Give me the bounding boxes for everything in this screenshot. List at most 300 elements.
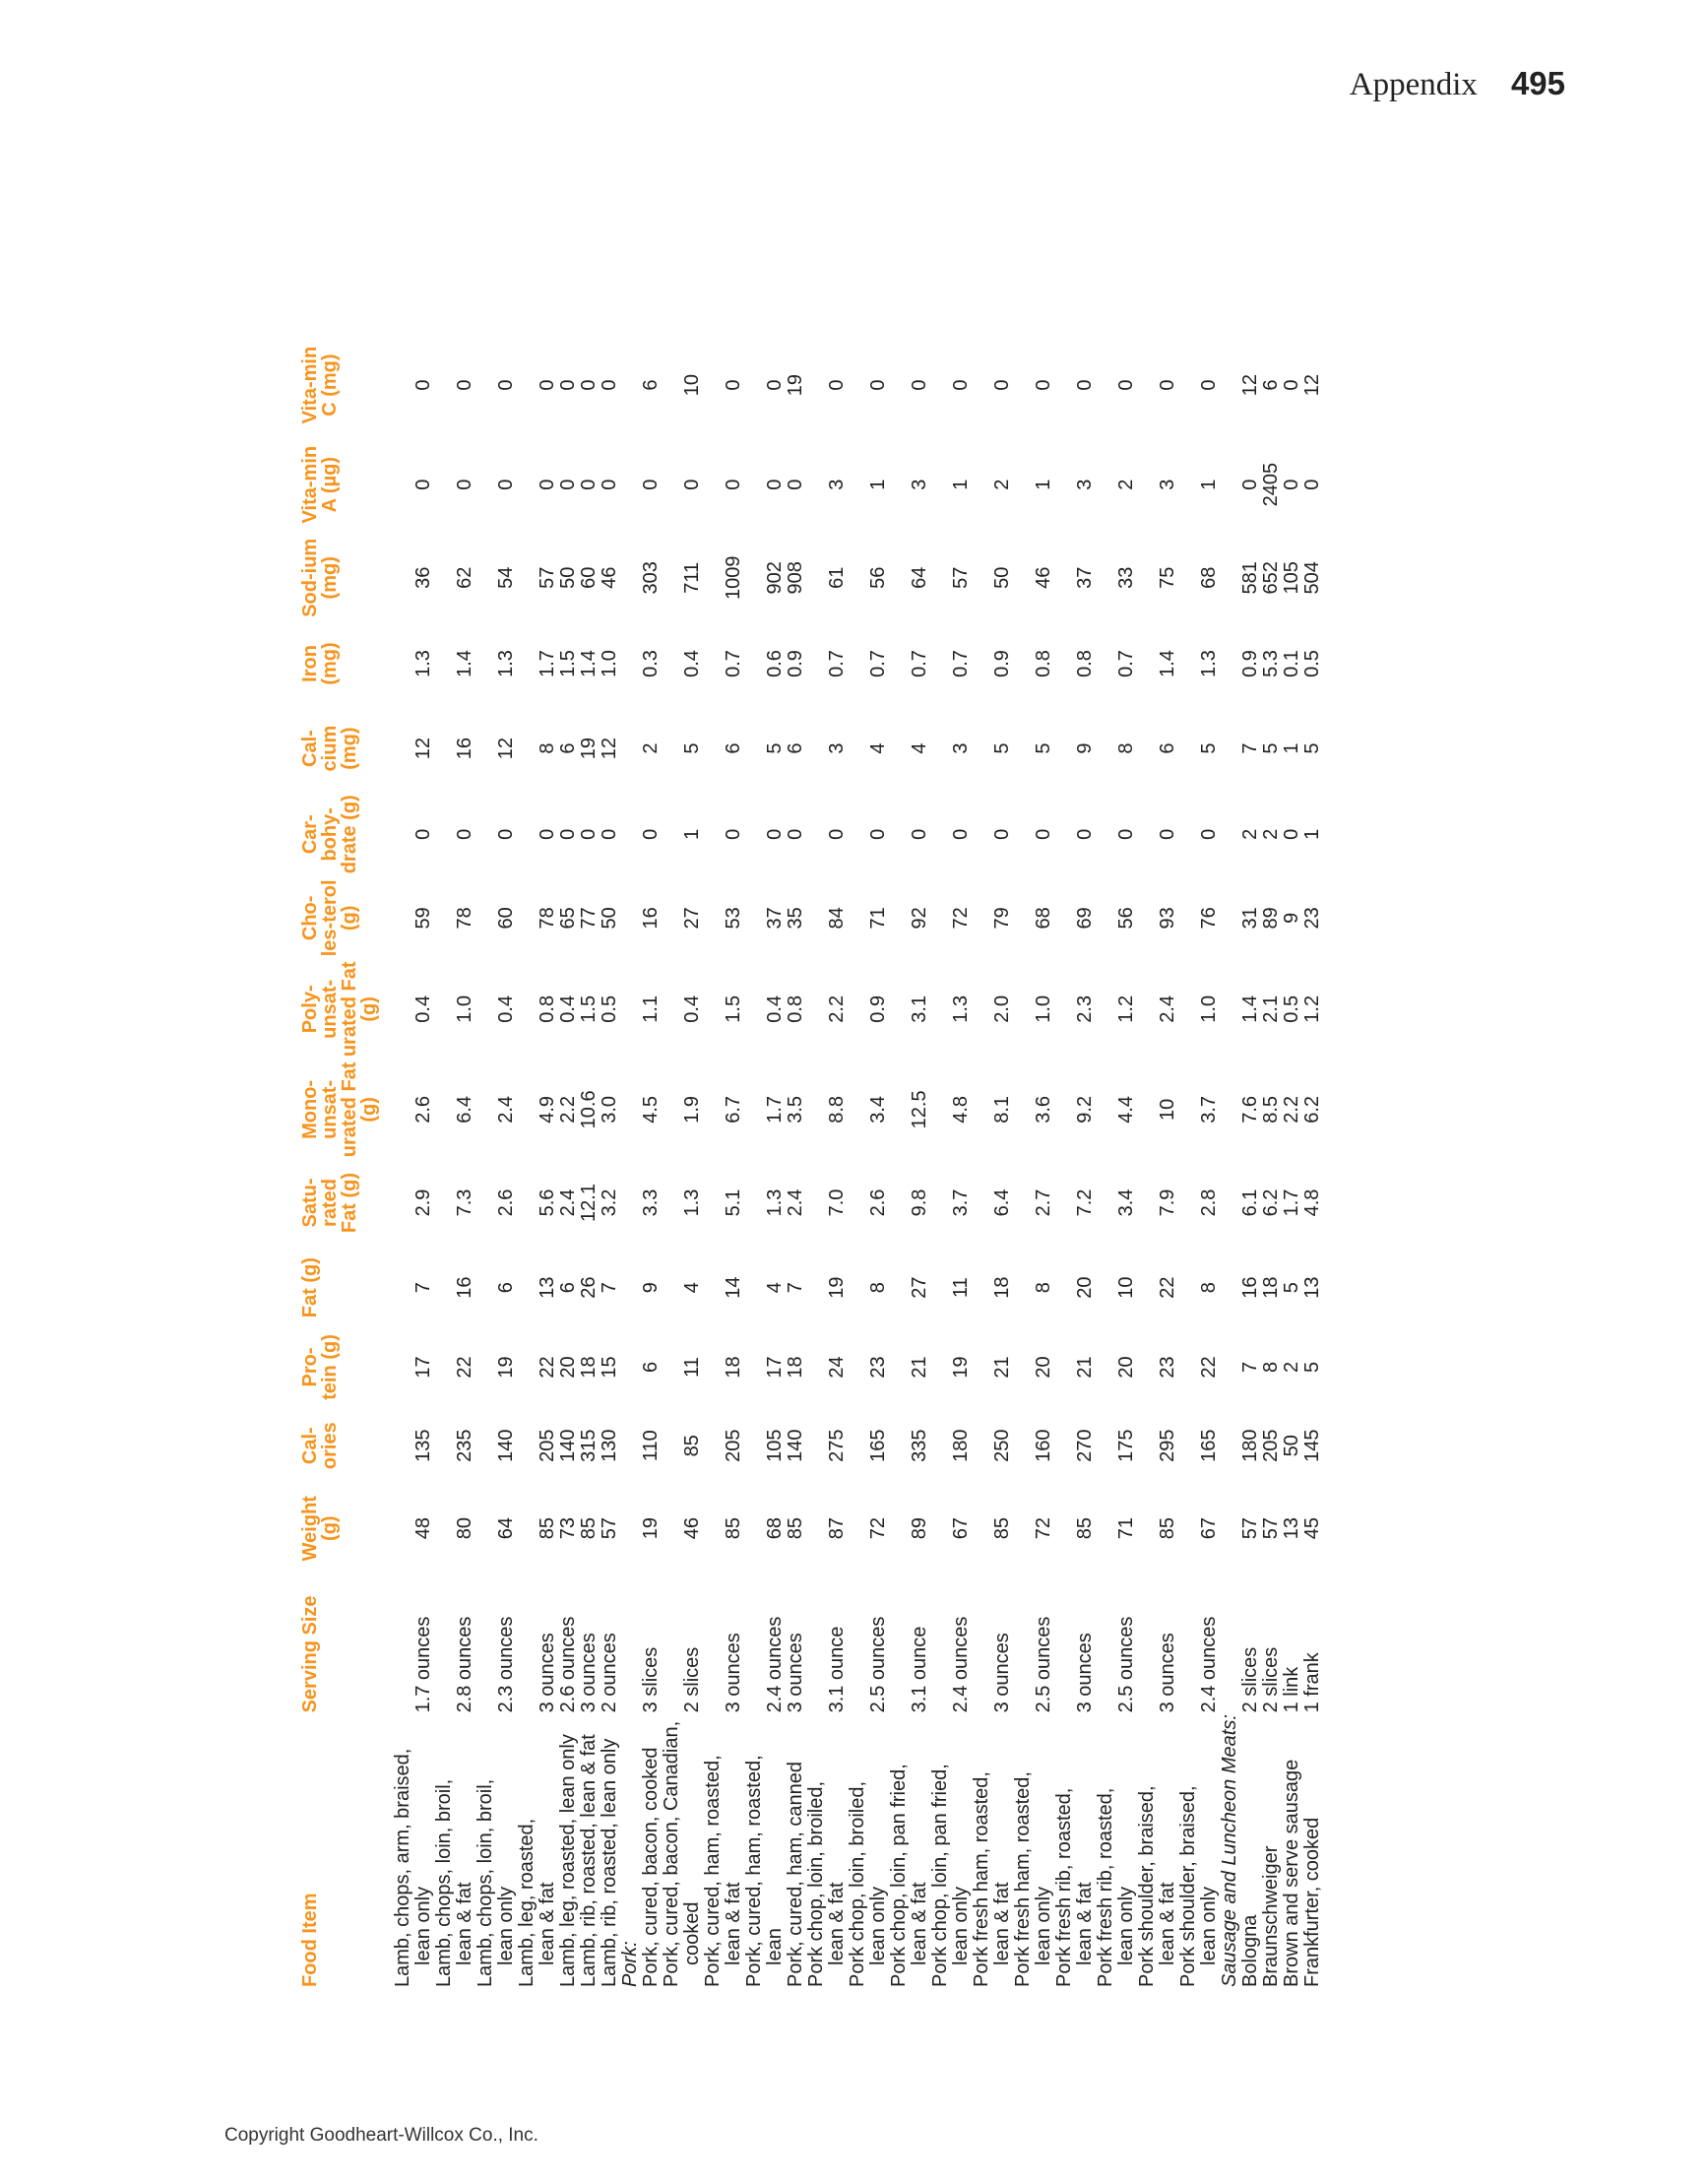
value-cell: 79 <box>991 907 1013 930</box>
value-cell: 205 <box>537 1429 558 1462</box>
value-cell: 0 <box>412 479 434 490</box>
value-cell: 0.4 <box>412 995 434 1023</box>
value-cell: 9.2 <box>1074 1095 1096 1124</box>
food-item-line: Pork chop, loin, pan fried, <box>929 1764 951 1987</box>
food-item-cell <box>517 1714 558 1989</box>
value-cell: 6 <box>1260 379 1282 391</box>
value-cell: 0.4 <box>495 995 517 1023</box>
value-cell: 67 <box>950 1517 972 1540</box>
value-cell: 50 <box>599 907 620 930</box>
value-cell: 5 <box>991 742 1013 754</box>
value-cell: 37 <box>764 907 786 930</box>
value-cell: 0.4 <box>557 995 579 1023</box>
value-cell: 6.4 <box>991 1188 1013 1217</box>
value-cell: 110 <box>640 1430 662 1462</box>
value-cell: 8 <box>1033 1282 1054 1294</box>
food-item-cell <box>579 1714 600 1989</box>
value-cell: 0.7 <box>826 650 848 677</box>
value-cell: 0.9 <box>1239 650 1261 677</box>
value-cell: 1009 <box>723 555 744 601</box>
value-cell: 165 <box>1198 1429 1220 1462</box>
column-header: Satu-rated Fat (g) <box>299 1172 360 1234</box>
value-cell: 59 <box>412 907 434 930</box>
value-cell: 3.7 <box>950 1188 972 1217</box>
value-cell: 180 <box>1239 1429 1261 1462</box>
value-cell: 85 <box>537 1517 558 1540</box>
value-cell: 16 <box>454 1276 475 1299</box>
serving-size-cell: 3.1 ounce <box>909 1626 930 1713</box>
value-cell: 9 <box>1281 912 1302 924</box>
column-header: Serving Size <box>299 1595 321 1713</box>
value-cell: 60 <box>578 566 600 589</box>
value-cell: 295 <box>1157 1429 1178 1462</box>
value-cell: 0 <box>1281 828 1302 840</box>
food-item-line: lean only <box>867 1886 889 1965</box>
value-cell: 3.4 <box>867 1095 889 1124</box>
value-cell: 72 <box>1033 1517 1054 1540</box>
value-cell: 16 <box>1239 1276 1261 1299</box>
value-cell: 8 <box>537 742 558 754</box>
value-cell: 62 <box>454 566 475 589</box>
food-item-line: Pork chop, loin, pan fried, <box>888 1764 910 1987</box>
value-cell: 0 <box>991 379 1013 391</box>
value-cell: 1 <box>1301 828 1323 840</box>
value-cell: 2 <box>1239 828 1261 840</box>
value-cell: 3 <box>1074 479 1096 490</box>
value-cell: 0.5 <box>1301 650 1323 677</box>
food-item-line: cooked <box>681 1901 703 1965</box>
value-cell: 0 <box>537 828 558 840</box>
table-row <box>1137 335 1178 1989</box>
value-cell: 902 <box>764 561 786 595</box>
value-cell: 2.4 <box>785 1188 806 1217</box>
value-cell: 6 <box>557 1282 579 1294</box>
column-header: Food Item <box>299 1893 321 1987</box>
value-cell: 6.2 <box>1260 1188 1282 1217</box>
table-header-row <box>300 335 393 1989</box>
value-cell: 1.0 <box>1033 995 1054 1023</box>
value-cell: 205 <box>723 1429 744 1462</box>
value-cell: 1.7 <box>764 1095 786 1124</box>
value-cell: 16 <box>454 737 475 760</box>
value-cell: 0 <box>681 479 703 490</box>
food-item-cell <box>1178 1714 1220 1989</box>
food-item-line: lean only <box>1033 1886 1054 1965</box>
value-cell: 3.7 <box>1198 1095 1220 1124</box>
value-cell: 1.3 <box>412 650 434 677</box>
value-cell: 0.6 <box>764 650 786 677</box>
value-cell: 78 <box>537 907 558 930</box>
value-cell: 14 <box>723 1276 744 1299</box>
food-item-cell <box>558 1714 579 1989</box>
value-cell: 7 <box>1239 742 1261 754</box>
value-cell: 3.0 <box>599 1095 620 1124</box>
value-cell: 0 <box>723 479 744 490</box>
serving-size-cell: 3 ounces <box>991 1633 1013 1713</box>
value-cell: 13 <box>1301 1276 1323 1299</box>
value-cell: 130 <box>599 1429 620 1462</box>
value-cell: 57 <box>1239 1517 1261 1540</box>
value-cell: 270 <box>1074 1429 1096 1462</box>
value-cell: 1.7 <box>537 650 558 677</box>
value-cell: 18 <box>723 1356 744 1379</box>
value-cell: 85 <box>578 1517 600 1540</box>
value-cell: 56 <box>867 566 889 589</box>
value-cell: 12 <box>495 737 517 760</box>
value-cell: 0.9 <box>867 995 889 1023</box>
value-cell: 10 <box>1157 1098 1178 1122</box>
food-item-cell <box>1054 1714 1096 1989</box>
value-cell: 3 <box>826 742 848 754</box>
value-cell: 10 <box>1115 1276 1137 1299</box>
value-cell: 0 <box>764 828 786 840</box>
food-item-cell <box>703 1714 744 1989</box>
value-cell: 75 <box>1157 566 1178 589</box>
value-cell: 8 <box>1115 742 1137 754</box>
value-cell: 2 <box>1115 479 1137 490</box>
serving-size-cell: 2.5 ounces <box>867 1616 889 1713</box>
value-cell: 0 <box>950 379 972 391</box>
value-cell: 80 <box>454 1517 475 1540</box>
table-row <box>600 335 620 1989</box>
value-cell: 7 <box>1239 1361 1261 1374</box>
value-cell: 85 <box>681 1435 703 1457</box>
value-cell: 50 <box>991 566 1013 589</box>
value-cell: 22 <box>1157 1276 1178 1299</box>
value-cell: 0 <box>454 828 475 840</box>
value-cell: 0 <box>557 379 579 391</box>
value-cell: 0 <box>1074 379 1096 391</box>
column-header: Vita-min C (mg) <box>299 346 341 424</box>
value-cell: 33 <box>1115 566 1137 589</box>
value-cell: 68 <box>764 1517 786 1540</box>
value-cell: 1.5 <box>557 650 579 677</box>
value-cell: 64 <box>495 1517 517 1540</box>
value-cell: 652 <box>1260 561 1282 595</box>
value-cell: 22 <box>454 1356 475 1379</box>
food-item-cell <box>806 1714 848 1989</box>
value-cell: 24 <box>826 1356 848 1379</box>
food-item-line: Lamb, chops, loin, broil, <box>433 1778 455 1987</box>
value-cell: 6 <box>1157 742 1178 754</box>
value-cell: 65 <box>557 907 579 930</box>
value-cell: 0 <box>599 828 620 840</box>
value-cell: 10 <box>681 373 703 397</box>
value-cell: 15 <box>599 1356 620 1379</box>
value-cell: 160 <box>1033 1429 1054 1462</box>
value-cell: 140 <box>557 1429 579 1462</box>
value-cell: 72 <box>950 907 972 930</box>
value-cell: 3 <box>950 742 972 754</box>
value-cell: 64 <box>909 566 930 589</box>
serving-size-cell: 3 ounces <box>537 1633 558 1713</box>
food-item-cell <box>848 1714 889 1989</box>
serving-size-cell: 1 frank <box>1301 1652 1323 1713</box>
value-cell: 0 <box>578 379 600 391</box>
value-cell: 6.7 <box>723 1095 744 1124</box>
value-cell: 2405 <box>1260 462 1282 507</box>
value-cell: 0.5 <box>599 995 620 1023</box>
value-cell: 7 <box>785 1282 806 1294</box>
value-cell: 7.2 <box>1074 1188 1096 1217</box>
serving-size-cell: 1 link <box>1281 1666 1302 1713</box>
page-number: 495 <box>1510 65 1565 101</box>
category-label: Pork: <box>619 1941 641 1987</box>
value-cell: 2 <box>1281 1361 1302 1374</box>
food-item-cell <box>641 1714 662 1989</box>
food-item-line: Lamb, rib, roasted, lean & fat <box>578 1734 600 1987</box>
value-cell: 23 <box>867 1356 889 1379</box>
value-cell: 1.0 <box>599 650 620 677</box>
value-cell: 4.8 <box>1301 1188 1323 1217</box>
food-item-line: Pork chop, loin, broiled, <box>847 1780 868 1987</box>
food-item-cell <box>972 1714 1013 1989</box>
value-cell: 1.2 <box>1115 995 1137 1023</box>
value-cell: 60 <box>495 907 517 930</box>
value-cell: 0.1 <box>1281 650 1302 677</box>
column-header: Cal-ories <box>299 1422 341 1470</box>
food-item-line: Lamb, leg, roasted, lean only <box>557 1734 579 1987</box>
food-item-line: lean & fat <box>909 1882 930 1965</box>
value-cell: 2.4 <box>495 1095 517 1124</box>
value-cell: 7.3 <box>454 1188 475 1217</box>
serving-size-cell: 3 ounces <box>578 1633 600 1713</box>
value-cell: 0 <box>764 479 786 490</box>
value-cell: 11 <box>950 1277 972 1299</box>
serving-size-cell: 3 ounces <box>723 1633 744 1713</box>
value-cell: 0 <box>537 379 558 391</box>
value-cell: 76 <box>1198 907 1220 930</box>
value-cell: 12 <box>599 737 620 760</box>
food-item-line: lean & fat <box>1074 1882 1096 1965</box>
value-cell: 8 <box>867 1282 889 1294</box>
food-item-line: lean only <box>1198 1886 1220 1965</box>
value-cell: 53 <box>723 907 744 930</box>
value-cell: 140 <box>495 1429 517 1462</box>
value-cell: 140 <box>785 1429 806 1462</box>
table-row <box>786 335 806 1989</box>
value-cell: 72 <box>867 1517 889 1540</box>
value-cell: 0.7 <box>1115 650 1137 677</box>
value-cell: 0 <box>826 828 848 840</box>
value-cell: 0 <box>599 479 620 490</box>
value-cell: 3.1 <box>909 995 930 1023</box>
value-cell: 0 <box>1115 379 1137 391</box>
value-cell: 2.6 <box>867 1188 889 1217</box>
value-cell: 92 <box>909 907 930 930</box>
value-cell: 0 <box>867 828 889 840</box>
value-cell: 5 <box>681 742 703 754</box>
value-cell: 50 <box>557 566 579 589</box>
value-cell: 20 <box>1115 1356 1137 1379</box>
food-item-line: Pork, cured, ham, roasted, <box>702 1755 724 1987</box>
value-cell: 0.4 <box>764 995 786 1023</box>
value-cell: 2.4 <box>557 1188 579 1217</box>
value-cell: 6 <box>557 742 579 754</box>
value-cell: 36 <box>412 566 434 589</box>
serving-size-cell: 3 slices <box>640 1646 662 1713</box>
value-cell: 4 <box>764 1282 786 1294</box>
value-cell: 5.3 <box>1260 650 1282 677</box>
value-cell: 0.8 <box>785 995 806 1023</box>
value-cell: 6.2 <box>1301 1095 1323 1124</box>
value-cell: 35 <box>785 907 806 930</box>
value-cell: 85 <box>1074 1517 1096 1540</box>
value-cell: 71 <box>867 907 889 930</box>
value-cell: 250 <box>991 1429 1013 1462</box>
value-cell: 85 <box>1157 1517 1178 1540</box>
value-cell: 0 <box>557 828 579 840</box>
value-cell: 0 <box>578 479 600 490</box>
table-row <box>806 335 848 1989</box>
value-cell: 57 <box>1260 1517 1282 1540</box>
value-cell: 1.3 <box>950 995 972 1023</box>
value-cell: 71 <box>1115 1517 1137 1540</box>
value-cell: 315 <box>578 1429 600 1462</box>
table-row <box>703 335 744 1989</box>
value-cell: 37 <box>1074 566 1096 589</box>
food-item-cell <box>434 1714 475 1989</box>
value-cell: 5 <box>1033 742 1054 754</box>
value-cell: 1.9 <box>681 1095 703 1124</box>
value-cell: 0.3 <box>640 650 662 677</box>
serving-size-cell: 2.3 ounces <box>495 1616 517 1713</box>
value-cell: 5 <box>1301 742 1323 754</box>
value-cell: 10.6 <box>578 1090 600 1129</box>
value-cell: 4.8 <box>950 1095 972 1124</box>
serving-size-cell: 2.6 ounces <box>557 1616 579 1713</box>
table-row <box>475 335 517 1989</box>
food-item-cell <box>1137 1714 1178 1989</box>
value-cell: 67 <box>1198 1517 1220 1540</box>
value-cell: 1.1 <box>640 995 662 1023</box>
value-cell: 11 <box>681 1357 703 1378</box>
value-cell: 1 <box>950 479 972 490</box>
value-cell: 0 <box>1281 379 1302 391</box>
value-cell: 3.2 <box>599 1188 620 1217</box>
value-cell: 711 <box>681 561 703 594</box>
food-item-line: Lamb, chops, arm, braised, <box>392 1748 413 1987</box>
serving-size-cell: 3 ounces <box>1157 1633 1178 1713</box>
value-cell: 12 <box>412 737 434 760</box>
value-cell: 84 <box>826 907 848 930</box>
value-cell: 4.9 <box>537 1095 558 1124</box>
food-item-line: Pork, cured, bacon, Canadian, <box>661 1720 682 1987</box>
column-header: Poly-unsat-urated Fat (g) <box>299 961 380 1058</box>
table-row <box>1261 335 1282 1989</box>
value-cell: 85 <box>991 1517 1013 1540</box>
value-cell: 68 <box>1033 907 1054 930</box>
food-item-cell <box>786 1714 806 1989</box>
value-cell: 1 <box>1033 479 1054 490</box>
value-cell: 5 <box>1260 742 1282 754</box>
value-cell: 17 <box>764 1356 786 1379</box>
value-cell: 48 <box>412 1517 434 1540</box>
value-cell: 2.8 <box>1198 1188 1220 1217</box>
food-item-line: lean only <box>495 1886 517 1965</box>
value-cell: 175 <box>1115 1429 1137 1462</box>
value-cell: 5 <box>1198 742 1220 754</box>
food-item-line: Pork, cured, ham, canned <box>785 1761 806 1987</box>
value-cell: 3.5 <box>785 1095 806 1124</box>
food-item-line: Brown and serve sausage <box>1281 1759 1302 1987</box>
food-item-line: Pork, cured, ham, roasted, <box>743 1755 765 1987</box>
value-cell: 9.8 <box>909 1188 930 1217</box>
running-head: Appendix <box>1349 67 1478 102</box>
food-item-line: Pork shoulder, braised, <box>1177 1785 1199 1987</box>
value-cell: 0 <box>640 479 662 490</box>
value-cell: 0 <box>867 379 889 391</box>
food-item-line: lean & fat <box>454 1882 475 1965</box>
table-row <box>1282 335 1302 1989</box>
value-cell: 56 <box>1115 907 1137 930</box>
value-cell: 19 <box>640 1517 662 1540</box>
serving-size-cell: 2.8 ounces <box>454 1616 475 1713</box>
value-cell: 89 <box>1260 907 1282 930</box>
value-cell: 145 <box>1301 1429 1323 1462</box>
value-cell: 0 <box>495 379 517 391</box>
value-cell: 0.7 <box>723 650 744 677</box>
table-row <box>1013 335 1054 1989</box>
category-row <box>1220 335 1240 1989</box>
value-cell: 17 <box>412 1356 434 1379</box>
food-item-cell <box>393 1714 434 1989</box>
value-cell: 16 <box>640 907 662 930</box>
column-header: Mono-unsat-urated Fat (g) <box>299 1061 380 1158</box>
table-body <box>393 335 1323 1989</box>
food-item-line: Bologna <box>1239 1914 1261 1987</box>
table-row <box>972 335 1013 1989</box>
food-item-cell <box>930 1714 972 1989</box>
value-cell: 0.8 <box>1074 650 1096 677</box>
value-cell: 180 <box>950 1429 972 1462</box>
value-cell: 1.4 <box>578 650 600 677</box>
serving-size-cell: 2 slices <box>1239 1646 1261 1713</box>
food-item-line: lean only <box>1115 1886 1137 1965</box>
value-cell: 0 <box>785 828 806 840</box>
food-item-cell <box>1013 1714 1054 1989</box>
value-cell: 0.8 <box>1033 650 1054 677</box>
value-cell: 105 <box>1281 561 1302 595</box>
value-cell: 77 <box>578 907 600 930</box>
serving-size-cell: 2 ounces <box>599 1633 620 1713</box>
value-cell: 2.9 <box>412 1188 434 1217</box>
value-cell: 2.2 <box>557 1095 579 1124</box>
value-cell: 6 <box>640 1361 662 1374</box>
value-cell: 0.5 <box>1281 995 1302 1023</box>
food-item-cell <box>744 1714 786 1989</box>
food-item-line: lean only <box>950 1886 972 1965</box>
value-cell: 0 <box>991 828 1013 840</box>
value-cell: 8.8 <box>826 1095 848 1124</box>
value-cell: 46 <box>681 1517 703 1540</box>
value-cell: 303 <box>640 561 662 595</box>
food-item-line: Frankfurter, cooked <box>1301 1817 1323 1987</box>
food-item-line: Lamb, rib, roasted, lean only <box>599 1738 620 1987</box>
serving-size-cell: 2 slices <box>681 1646 703 1713</box>
value-cell: 22 <box>1198 1356 1220 1379</box>
value-cell: 5 <box>1281 1282 1302 1294</box>
page-header <box>1350 65 1565 103</box>
value-cell: 1.3 <box>495 650 517 677</box>
value-cell: 12.5 <box>909 1090 930 1129</box>
value-cell: 22 <box>537 1356 558 1379</box>
serving-size-cell: 2.4 ounces <box>1198 1616 1220 1713</box>
value-cell: 5 <box>1301 1361 1323 1374</box>
value-cell: 3.3 <box>640 1188 662 1217</box>
value-cell: 908 <box>785 561 806 595</box>
table-row <box>930 335 972 1989</box>
